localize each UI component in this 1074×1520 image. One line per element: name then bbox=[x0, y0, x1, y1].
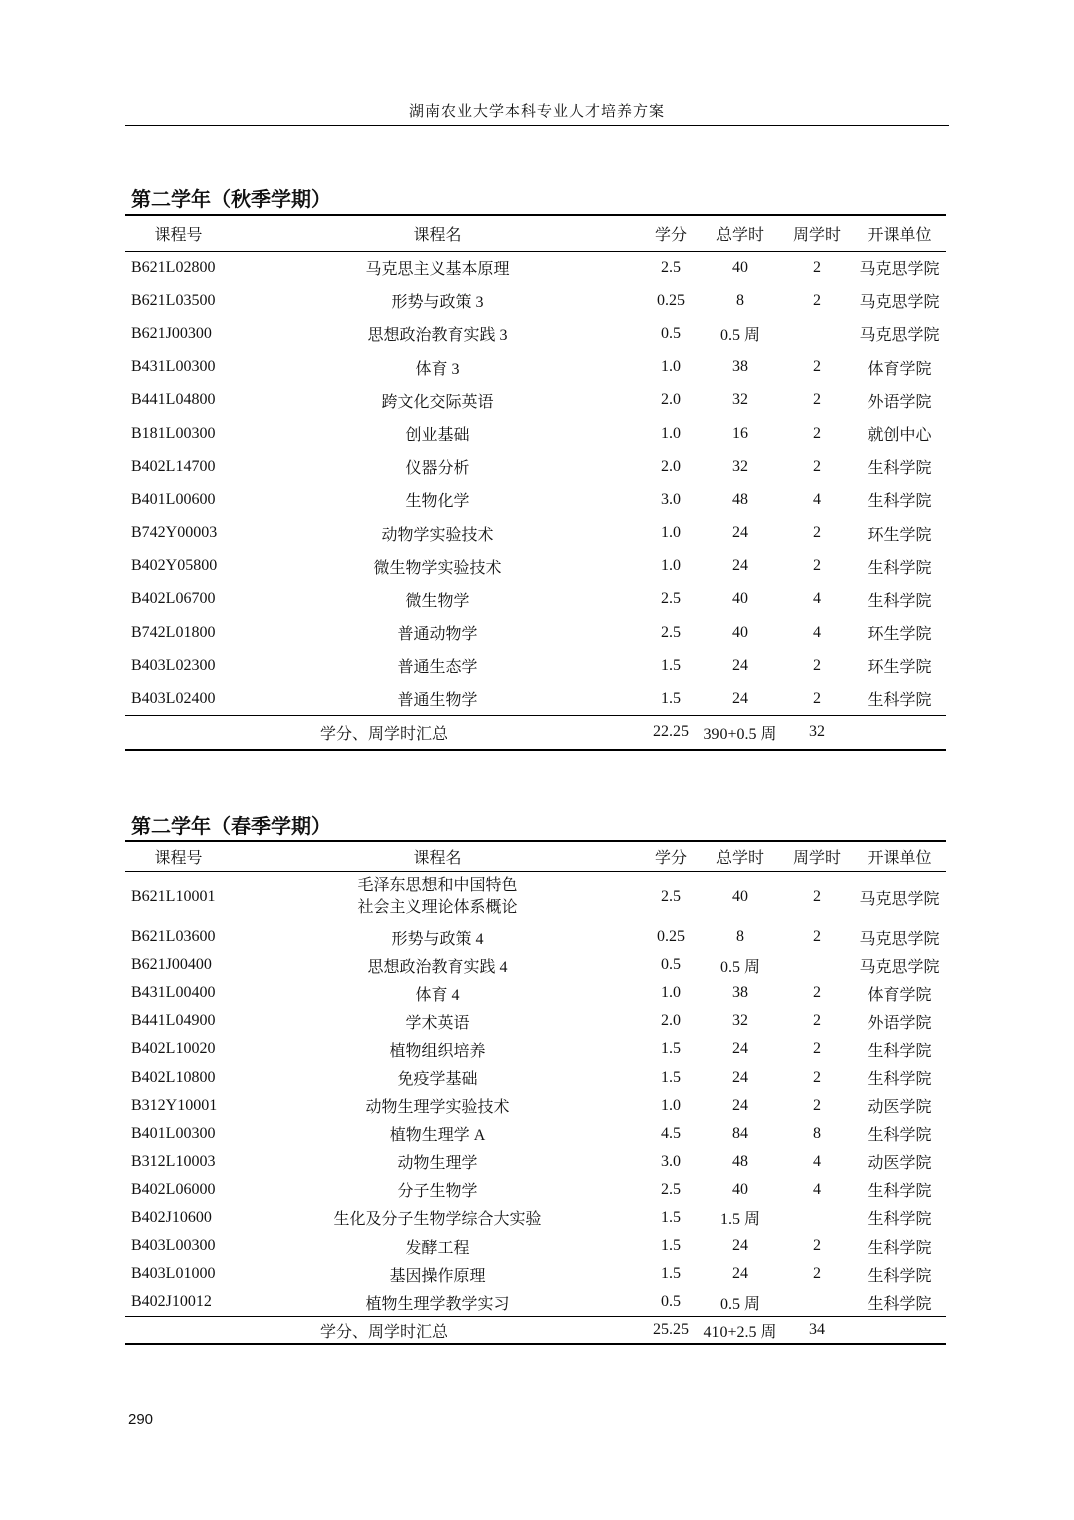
course-code: B181L00300 bbox=[131, 424, 216, 442]
table-row bbox=[125, 1120, 946, 1148]
course-hours: 24 bbox=[732, 524, 748, 542]
course-name: 思想政治教育实践 3 bbox=[367, 327, 508, 345]
table-row bbox=[125, 682, 946, 715]
course-hours: 24 bbox=[732, 656, 748, 674]
course-weekly-hours: 8 bbox=[813, 1124, 821, 1142]
section-title-spring: 第二学年（春季学期） bbox=[131, 814, 331, 838]
course-code: B403L00300 bbox=[131, 1237, 216, 1255]
column-header-hours: 总学时 bbox=[715, 226, 764, 244]
course-code: B402L10020 bbox=[131, 1040, 216, 1058]
course-name: 普通生态学 bbox=[397, 659, 478, 677]
page-number: 290 bbox=[128, 1411, 154, 1428]
course-code: B312Y10001 bbox=[131, 1096, 218, 1114]
course-dept: 生科学院 bbox=[867, 692, 932, 710]
course-name: 动物学实验技术 bbox=[381, 526, 494, 544]
course-dept: 马克思学院 bbox=[859, 327, 940, 345]
course-dept: 生科学院 bbox=[867, 592, 932, 610]
course-weekly-hours: 4 bbox=[813, 1180, 821, 1198]
course-weekly-hours: 4 bbox=[813, 623, 821, 641]
course-dept: 体育学院 bbox=[867, 986, 932, 1004]
course-code: B431L00300 bbox=[131, 358, 216, 376]
course-hours: 16 bbox=[732, 424, 748, 442]
course-weekly-hours: 2 bbox=[813, 358, 821, 376]
course-credit: 1.5 bbox=[661, 689, 681, 707]
course-weekly-hours: 2 bbox=[813, 258, 821, 276]
course-hours: 48 bbox=[732, 490, 748, 508]
summary-row bbox=[125, 1316, 946, 1344]
course-hours: 24 bbox=[732, 557, 748, 575]
course-name: 动物生理学实验技术 bbox=[365, 1099, 510, 1117]
course-dept: 生科学院 bbox=[867, 460, 932, 478]
course-name: 动物生理学 bbox=[397, 1155, 478, 1173]
course-name-line: 毛泽东思想和中国特色 bbox=[357, 877, 518, 895]
course-dept: 生科学院 bbox=[867, 1127, 932, 1145]
table-header-row bbox=[125, 215, 946, 251]
course-code: B742L01800 bbox=[131, 623, 216, 641]
course-code: B312L10003 bbox=[131, 1152, 216, 1170]
course-weekly-hours: 2 bbox=[813, 984, 821, 1002]
course-credit: 0.5 bbox=[661, 956, 681, 974]
course-name: 形势与政策 3 bbox=[391, 294, 484, 312]
course-code: B621L03500 bbox=[131, 291, 216, 309]
course-name: 思想政治教育实践 4 bbox=[367, 958, 508, 976]
summary-credit: 25.25 bbox=[653, 1321, 689, 1339]
course-weekly-hours: 2 bbox=[813, 1096, 821, 1114]
table-row bbox=[125, 251, 946, 284]
course-code: B621J00400 bbox=[131, 956, 212, 974]
course-code: B401L00600 bbox=[131, 490, 216, 508]
running-header: 湖南农业大学本科专业人才培养方案 bbox=[408, 104, 665, 120]
course-credit: 1.0 bbox=[661, 557, 681, 575]
course-table-autumn bbox=[125, 214, 946, 751]
course-name: 创业基础 bbox=[405, 427, 470, 445]
course-hours: 0.5 周 bbox=[719, 1295, 760, 1313]
column-header-credit: 学分 bbox=[654, 226, 687, 244]
summary-credit: 22.25 bbox=[653, 723, 689, 741]
course-code: B402Y05800 bbox=[131, 557, 218, 575]
course-weekly-hours: 2 bbox=[813, 424, 821, 442]
summary-dept-empty bbox=[853, 1316, 946, 1344]
course-dept: 环生学院 bbox=[867, 626, 932, 644]
column-header-code: 课程号 bbox=[154, 226, 203, 244]
course-weekly-hours: 2 bbox=[813, 1040, 821, 1058]
course-dept: 就创中心 bbox=[867, 427, 932, 445]
course-weekly-hours: 2 bbox=[813, 524, 821, 542]
course-hours: 24 bbox=[732, 1237, 748, 1255]
course-dept: 动医学院 bbox=[867, 1155, 932, 1173]
course-dept: 体育学院 bbox=[867, 360, 932, 378]
course-weekly-hours: 4 bbox=[813, 490, 821, 508]
course-weekly-hours: 2 bbox=[813, 1237, 821, 1255]
table-row bbox=[125, 351, 946, 384]
course-table-spring bbox=[125, 840, 946, 1345]
course-code: B621L03600 bbox=[131, 928, 216, 946]
course-hours: 24 bbox=[732, 1068, 748, 1086]
course-dept: 马克思学院 bbox=[859, 294, 940, 312]
course-name: 形势与政策 4 bbox=[391, 930, 484, 948]
course-credit: 0.5 bbox=[661, 1293, 681, 1311]
course-hours: 40 bbox=[732, 590, 748, 608]
course-credit: 1.0 bbox=[661, 984, 681, 1002]
table-row bbox=[125, 1232, 946, 1260]
course-hours: 38 bbox=[732, 984, 748, 1002]
course-dept: 生科学院 bbox=[867, 1183, 932, 1201]
course-credit: 1.0 bbox=[661, 524, 681, 542]
column-header-name: 课程名 bbox=[413, 849, 462, 867]
course-credit: 2.5 bbox=[661, 888, 681, 906]
summary-weekly-hours: 34 bbox=[809, 1321, 825, 1339]
course-dept: 生科学院 bbox=[867, 559, 932, 577]
table-row bbox=[125, 1260, 946, 1288]
table-row bbox=[125, 1176, 946, 1204]
course-weekly-hours: 2 bbox=[813, 291, 821, 309]
summary-hours: 410+2.5 周 bbox=[703, 1323, 777, 1341]
column-header-hours: 总学时 bbox=[715, 849, 764, 867]
header-rule bbox=[125, 125, 949, 126]
table-row bbox=[125, 1204, 946, 1232]
course-code: B402L06000 bbox=[131, 1180, 216, 1198]
course-name bbox=[232, 871, 643, 923]
course-weekly-hours: 4 bbox=[813, 590, 821, 608]
course-credit: 1.5 bbox=[661, 1237, 681, 1255]
course-hours: 40 bbox=[732, 888, 748, 906]
table-row bbox=[125, 517, 946, 550]
table-row bbox=[125, 450, 946, 483]
course-dept: 外语学院 bbox=[867, 393, 932, 411]
table-row bbox=[125, 951, 946, 979]
course-dept: 生科学院 bbox=[867, 1071, 932, 1089]
table-row bbox=[125, 979, 946, 1007]
course-code: B402L14700 bbox=[131, 457, 216, 475]
course-credit: 2.5 bbox=[661, 258, 681, 276]
summary-label: 学分、周学时汇总 bbox=[319, 1323, 448, 1341]
course-code: B742Y00003 bbox=[131, 524, 218, 542]
course-credit: 2.5 bbox=[661, 1180, 681, 1198]
column-header-code: 课程号 bbox=[154, 849, 203, 867]
course-credit: 2.0 bbox=[661, 391, 681, 409]
course-dept: 生科学院 bbox=[867, 1211, 932, 1229]
course-weekly-hours: 2 bbox=[813, 1265, 821, 1283]
course-credit: 1.5 bbox=[661, 1265, 681, 1283]
course-credit: 1.0 bbox=[661, 358, 681, 376]
course-name: 植物生理学教学实习 bbox=[365, 1295, 510, 1313]
course-hours: 48 bbox=[732, 1152, 748, 1170]
table-row bbox=[125, 1035, 946, 1063]
course-weekly-hours: 4 bbox=[813, 1152, 821, 1170]
course-dept: 环生学院 bbox=[867, 526, 932, 544]
course-code: B403L02400 bbox=[131, 689, 216, 707]
table-row bbox=[125, 284, 946, 317]
course-hours: 40 bbox=[732, 1180, 748, 1198]
table-row bbox=[125, 483, 946, 516]
course-credit: 1.5 bbox=[661, 1040, 681, 1058]
course-hours: 1.5 周 bbox=[719, 1211, 760, 1229]
course-hours: 32 bbox=[732, 391, 748, 409]
column-header-weekly: 周学时 bbox=[792, 226, 841, 244]
course-weekly-hours bbox=[781, 1204, 853, 1232]
course-name: 体育 4 bbox=[415, 986, 460, 1004]
course-dept: 生科学院 bbox=[867, 1042, 932, 1060]
course-name: 跨文化交际英语 bbox=[381, 393, 494, 411]
course-name: 仪器分析 bbox=[405, 460, 470, 478]
course-name: 微生物学实验技术 bbox=[373, 559, 502, 577]
course-name: 植物生理学 A bbox=[389, 1127, 486, 1145]
course-weekly-hours: 2 bbox=[813, 557, 821, 575]
course-credit: 0.25 bbox=[657, 928, 685, 946]
course-dept: 生科学院 bbox=[867, 1239, 932, 1257]
course-hours: 24 bbox=[732, 1040, 748, 1058]
course-code: B401L00300 bbox=[131, 1124, 216, 1142]
course-credit: 2.0 bbox=[661, 457, 681, 475]
course-credit: 1.0 bbox=[661, 1096, 681, 1114]
course-weekly-hours: 2 bbox=[813, 656, 821, 674]
course-dept: 生科学院 bbox=[867, 493, 932, 511]
table-row bbox=[125, 1092, 946, 1120]
course-hours: 0.5 周 bbox=[719, 958, 760, 976]
course-hours: 84 bbox=[732, 1124, 748, 1142]
course-name: 基因操作原理 bbox=[389, 1267, 486, 1285]
table-row bbox=[125, 550, 946, 583]
course-name: 免疫学基础 bbox=[397, 1071, 478, 1089]
course-dept: 生科学院 bbox=[867, 1267, 932, 1285]
course-code: B431L00400 bbox=[131, 984, 216, 1002]
course-credit: 3.0 bbox=[661, 490, 681, 508]
course-code: B403L01000 bbox=[131, 1265, 216, 1283]
table-row bbox=[125, 1288, 946, 1316]
course-dept: 马克思学院 bbox=[859, 890, 940, 908]
course-hours: 24 bbox=[732, 1096, 748, 1114]
course-code: B402L10800 bbox=[131, 1068, 216, 1086]
table-row bbox=[125, 923, 946, 951]
summary-hours: 390+0.5 周 bbox=[703, 725, 777, 743]
table-row bbox=[125, 317, 946, 350]
course-name: 分子生物学 bbox=[397, 1183, 478, 1201]
table-row bbox=[125, 384, 946, 417]
course-weekly-hours bbox=[781, 317, 853, 350]
course-dept: 马克思学院 bbox=[859, 261, 940, 279]
column-header-credit: 学分 bbox=[654, 849, 687, 867]
table-row bbox=[125, 1148, 946, 1176]
course-dept: 马克思学院 bbox=[859, 958, 940, 976]
course-credit: 1.5 bbox=[661, 1068, 681, 1086]
column-header-dept: 开课单位 bbox=[867, 226, 932, 244]
course-credit: 0.5 bbox=[661, 324, 681, 342]
column-header-name: 课程名 bbox=[413, 226, 462, 244]
table-row bbox=[125, 417, 946, 450]
summary-row bbox=[125, 716, 946, 750]
course-name: 学术英语 bbox=[405, 1014, 470, 1032]
course-name: 发酵工程 bbox=[405, 1239, 470, 1257]
course-weekly-hours: 2 bbox=[813, 391, 821, 409]
summary-label: 学分、周学时汇总 bbox=[319, 725, 448, 743]
course-name: 微生物学 bbox=[405, 592, 470, 610]
course-hours: 40 bbox=[732, 623, 748, 641]
course-weekly-hours bbox=[781, 951, 853, 979]
course-weekly-hours: 2 bbox=[813, 1012, 821, 1030]
course-hours: 32 bbox=[732, 1012, 748, 1030]
course-name: 马克思主义基本原理 bbox=[365, 261, 510, 279]
table-row bbox=[125, 1007, 946, 1035]
table-row bbox=[125, 871, 946, 923]
course-name: 植物组织培养 bbox=[389, 1042, 486, 1060]
course-weekly-hours bbox=[781, 1288, 853, 1316]
course-dept: 环生学院 bbox=[867, 659, 932, 677]
course-credit: 3.0 bbox=[661, 1152, 681, 1170]
course-code: B441L04900 bbox=[131, 1012, 216, 1030]
table-header-row bbox=[125, 841, 946, 871]
course-hours: 40 bbox=[732, 258, 748, 276]
course-credit: 1.5 bbox=[661, 656, 681, 674]
course-name: 生物化学 bbox=[405, 493, 470, 511]
course-name: 普通动物学 bbox=[397, 626, 478, 644]
section-title-autumn: 第二学年（秋季学期） bbox=[131, 187, 331, 211]
course-code: B402J10012 bbox=[131, 1293, 212, 1311]
course-name-line: 社会主义理论体系概论 bbox=[357, 899, 518, 917]
course-hours: 8 bbox=[736, 291, 744, 309]
course-credit: 2.0 bbox=[661, 1012, 681, 1030]
course-code: B621L10001 bbox=[131, 888, 216, 906]
course-name: 生化及分子生物学综合大实验 bbox=[333, 1211, 542, 1229]
course-hours: 24 bbox=[732, 689, 748, 707]
course-hours: 24 bbox=[732, 1265, 748, 1283]
course-weekly-hours: 2 bbox=[813, 457, 821, 475]
course-credit: 1.0 bbox=[661, 424, 681, 442]
course-dept: 马克思学院 bbox=[859, 930, 940, 948]
table-row bbox=[125, 616, 946, 649]
course-credit: 4.5 bbox=[661, 1124, 681, 1142]
course-name: 体育 3 bbox=[415, 360, 460, 378]
course-weekly-hours: 2 bbox=[813, 1068, 821, 1086]
course-hours: 38 bbox=[732, 358, 748, 376]
summary-weekly-hours: 32 bbox=[809, 723, 825, 741]
course-hours: 8 bbox=[736, 928, 744, 946]
course-hours: 32 bbox=[732, 457, 748, 475]
course-credit: 0.25 bbox=[657, 291, 685, 309]
course-code: B441L04800 bbox=[131, 391, 216, 409]
course-dept: 动医学院 bbox=[867, 1099, 932, 1117]
course-credit: 2.5 bbox=[661, 623, 681, 641]
course-name: 普通生物学 bbox=[397, 692, 478, 710]
course-weekly-hours: 2 bbox=[813, 689, 821, 707]
course-dept: 生科学院 bbox=[867, 1295, 932, 1313]
course-code: B403L02300 bbox=[131, 656, 216, 674]
course-code: B621L02800 bbox=[131, 258, 216, 276]
course-hours: 0.5 周 bbox=[719, 327, 760, 345]
course-code: B402L06700 bbox=[131, 590, 216, 608]
column-header-dept: 开课单位 bbox=[867, 849, 932, 867]
course-credit: 2.5 bbox=[661, 590, 681, 608]
table-row bbox=[125, 649, 946, 682]
course-credit: 1.5 bbox=[661, 1208, 681, 1226]
table-row bbox=[125, 583, 946, 616]
course-dept: 外语学院 bbox=[867, 1014, 932, 1032]
course-weekly-hours: 2 bbox=[813, 888, 821, 906]
summary-dept-empty bbox=[853, 716, 946, 750]
course-code: B402J10600 bbox=[131, 1208, 212, 1226]
course-weekly-hours: 2 bbox=[813, 928, 821, 946]
table-row bbox=[125, 1063, 946, 1091]
course-code: B621J00300 bbox=[131, 324, 212, 342]
column-header-weekly: 周学时 bbox=[792, 849, 841, 867]
